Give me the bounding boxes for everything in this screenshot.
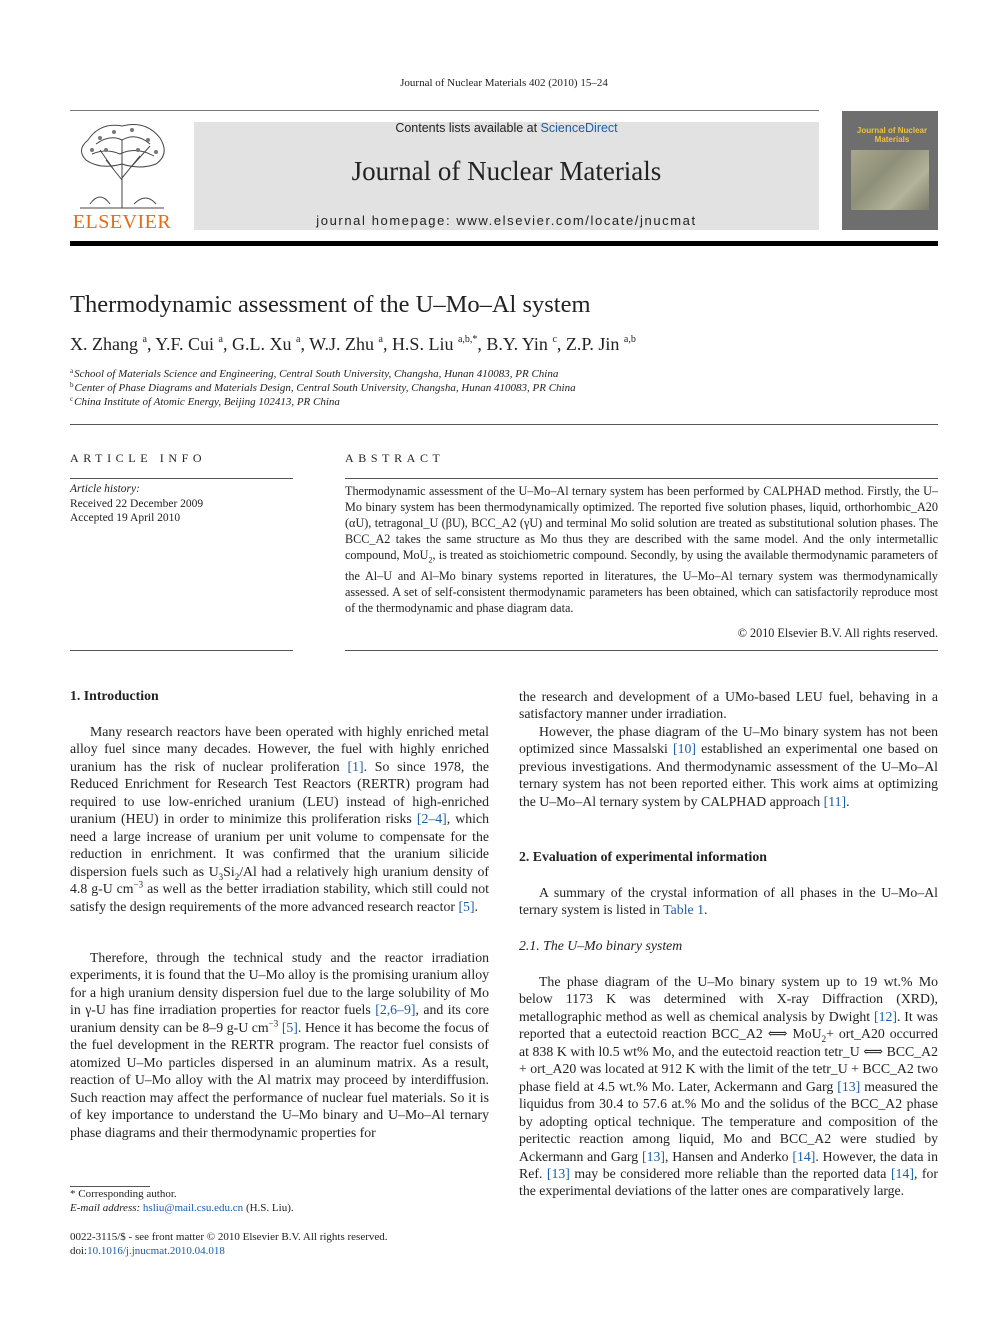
author-affiliation-mark: a,b xyxy=(623,334,636,345)
citation-link[interactable]: [1] xyxy=(347,758,364,774)
affiliation xyxy=(70,395,340,408)
doi-label: doi: xyxy=(70,1245,88,1257)
email-link[interactable]: hsliu@mail.csu.edu.cn xyxy=(142,1202,244,1214)
author-name[interactable]: Z.P. Jin xyxy=(565,334,620,354)
citation-link[interactable]: [13] xyxy=(641,1148,665,1164)
affiliation-text: China Institute of Atomic Energy, Beijing 102413, PR China xyxy=(74,396,340,408)
body-paragraph: A summary of the crystal information of all phases in the U–Mo–Al ternary system is listed in Table 1. xyxy=(519,885,938,918)
citation-link[interactable]: [10] xyxy=(672,741,696,757)
author-name[interactable]: X. Zhang xyxy=(70,334,138,354)
accepted-date: Accepted 19 April 2010 xyxy=(70,512,181,524)
email-suffix: (H.S. Liu). xyxy=(243,1202,294,1214)
citation-link[interactable]: [11] xyxy=(823,793,847,809)
article-history-label: Article history: xyxy=(70,483,140,495)
author-affiliation-mark: a xyxy=(296,334,301,345)
affiliation xyxy=(70,367,558,380)
header-divider xyxy=(70,110,819,111)
author-list: X. Zhang $^a$, Y.F. Cui $^a$, G.L. Xu $^a$, W.J. Zhu $^a$, H.S. Liu $^{a,b,*}$, B.Y. Yin $^c$, Z.P. Jin $^{a,b}$ xyxy=(70,334,636,354)
body-paragraph: The phase diagram of the U–Mo binary system up to 19 wt.% Mo below 1173 K was determined with X-ray Diffraction (XRD), metallographic method as well as chemical analysis by Dwight [12]. It was reported that a eutectoid reaction BCC_A2 ⟺ MoU$_2$+ ort_A20 occurred at 838 K with l0.5 wt% Mo, and the eutectoid reaction tetr_U ⟺ BCC_A2 + ort_A20 was located at 912 K with the limit of the tetr_U + BCC_A2 two phase field at 4.5 wt.% Mo. Later, Ackermann and Garg [13] measured the liquidus from 30.4 to 57.6 at.% Mo and the solidus of the BCC_A2 phase by adopting optical technique. The temperature and composition of the peritectic reaction among liquid, Mo and BCC_A2 were studied by Ackermann and Garg [13], Hansen and Anderko [14]. However, the data in Ref. [13] may be considered more reliable than the reported data [14], for the experimental deviations of the latter ones are comparatively large. xyxy=(519,974,939,1199)
email-label: E-mail address: xyxy=(70,1202,141,1214)
homepage-url[interactable]: www.elsevier.com/locate/jnucmat xyxy=(456,213,697,228)
journal-homepage xyxy=(194,213,819,228)
section-heading: 2. Evaluation of experimental information xyxy=(519,849,767,864)
cover-image xyxy=(851,150,929,210)
author-name[interactable]: G.L. Xu xyxy=(232,334,292,354)
author-affiliation-mark: c xyxy=(552,334,557,345)
article-title: Thermodynamic assessment of the U–Mo–Al system xyxy=(70,291,591,318)
author-name[interactable]: H.S. Liu xyxy=(391,334,454,354)
affiliation-text: Center of Phase Diagrams and Materials Design, Central South University, Changsha, Hunan 410083, PR China xyxy=(74,382,576,394)
body-paragraph: Many research reactors have been operated with highly enriched metal alloy fuel since many decades. However, the fuel with highly enriched uranium has the risk of nuclear proliferation [1]. So since 1978, the Reduced Enrichment for Research Test Reactors (RERTR) program had required to use low-enriched uranium (LEU) instead of high-enriched uranium (HEU) in order to minimize this proliferation risks [2–4], which need a large increase of uranium per unit volume to compensate for the reduction in enrichment. It was confirmed that the uranium silicide dispersion fuels such as $U_3Si_2/Al$ had a relatively high uranium density of 4.8 g-U $cm^{-3}$ as well as the better irradiation stability, which still could not satisfy the design requirements of the more advanced research reactor [5]. xyxy=(70,724,489,914)
issn-line: 0022-3115/$ - see front matter © 2010 Elsevier B.V. All rights reserved. xyxy=(70,1231,388,1243)
info-divider xyxy=(70,478,293,479)
email-note xyxy=(70,1202,294,1214)
body-paragraph: However, the phase diagram of the U–Mo binary system has not been optimized since Massalski [10] established an experimental one based on previous investigations. And thermodynamic assessment of the U–Mo–Al ternary system has not been reported either. This work aims at optimizing the U–Mo–Al ternary system by CALPHAD approach [11]. xyxy=(519,724,938,809)
cover-title: Journal of Nuclear Materials xyxy=(856,126,928,144)
affiliation-text: School of Materials Science and Engineering, Central South University, Changsha, Hunan 410083, PR China xyxy=(74,368,559,380)
contents-prefix: Contents lists available at xyxy=(395,121,541,135)
header-thick-rule xyxy=(70,241,938,246)
journal-title: Journal of Nuclear Materials xyxy=(351,156,662,186)
affiliation-mark: b xyxy=(70,381,74,389)
section-heading: 1. Introduction xyxy=(70,688,159,703)
citation-link[interactable]: [13] xyxy=(546,1165,570,1181)
abstract-divider-bottom xyxy=(345,650,938,651)
received-date: Received 22 December 2009 xyxy=(70,498,204,510)
doi-line xyxy=(70,1245,225,1257)
info-divider-bottom xyxy=(70,650,293,651)
copyright-notice: © 2010 Elsevier B.V. All rights reserved. xyxy=(737,626,938,640)
author-affiliation-mark: a,b,* xyxy=(457,334,478,345)
table-link[interactable]: Table 1 xyxy=(663,902,705,918)
homepage-prefix: journal homepage: xyxy=(316,213,457,228)
citation-link[interactable]: [2–4] xyxy=(416,811,447,827)
contents-availability xyxy=(194,121,819,135)
citation-link[interactable]: [5] xyxy=(281,1019,298,1035)
corresponding-author-note: * Corresponding author. xyxy=(70,1188,177,1200)
body-paragraph: the research and development of a UMo-based LEU fuel, behaving in a satisfactory manner under irradiation. xyxy=(519,689,938,722)
affiliation-mark: a xyxy=(70,367,74,375)
author-affiliation-mark: a xyxy=(378,334,383,345)
subsection-heading: 2.1. The U–Mo binary system xyxy=(519,938,683,953)
abstract-heading: ABSTRACT xyxy=(345,451,445,465)
footnote-divider xyxy=(70,1186,150,1187)
author-name[interactable]: B.Y. Yin xyxy=(486,334,548,354)
sciencedirect-link[interactable]: ScienceDirect xyxy=(540,121,618,135)
citation-link[interactable]: [5] xyxy=(458,898,475,914)
affiliation-divider xyxy=(70,424,938,425)
article-info-heading: ARTICLE INFO xyxy=(70,451,207,465)
citation-link[interactable]: [13] xyxy=(837,1078,861,1094)
journal-reference: Journal of Nuclear Materials 402 (2010) 15–24 xyxy=(400,77,608,89)
author-name[interactable]: Y.F. Cui xyxy=(155,334,215,354)
author-name[interactable]: W.J. Zhu xyxy=(309,334,374,354)
abstract-divider xyxy=(345,478,938,479)
abstract-body: Thermodynamic assessment of the U–Mo–Al ternary system has been performed by CALPHAD method. Firstly, the U–Mo binary system has been thermodynamically optimized. The reported five solution phases, liquid, orthorhombic_A20 (αU), tetragonal_U (βU), BCC_A2 (γU) and terminal Mo solid solution are treated as substitutional solution phases. The BCC_A2 takes the same structure as Mo thus they are described with the same model. And the only intermetallic compound, MoU$_2$, is treated as stoichiometric compound. Secondly, by using the available thermodynamic parameters of the Al–U and Al–Mo binary systems reported in literatures, the U–Mo–Al ternary system was thermodynamically assessed. A set of self-consistent thermodynamic parameters has been obtained, which can satisfactorily reproduce most of the thermodynamic and phase diagram data. xyxy=(345,484,938,616)
elsevier-wordmark: ELSEVIER xyxy=(72,211,172,233)
citation-link[interactable]: [14] xyxy=(890,1165,914,1181)
affiliation xyxy=(70,381,576,394)
citation-link[interactable]: [14] xyxy=(792,1148,816,1164)
doi-link[interactable]: 10.1016/j.jnucmat.2010.04.018 xyxy=(87,1245,225,1257)
citation-link[interactable]: [2,6–9] xyxy=(375,1002,416,1018)
body-paragraph: Therefore, through the technical study and the reactor irradiation experiments, it is found that the U–Mo alloy is the promising uranium alloy for a high uranium density dispersion fuel due to the large solubility of Mo in γ-U has fine irradiation properties for reactor fuels [2,6–9], and its core uranium density can be 8–9 g-U $cm^{-3}$ [5]. Hence it has become the focus of the fuel development in the RERTR program. The reactor fuel consists of atomized U–Mo particles dispersed in an aluminum matrix. As a result, reaction of U–Mo alloy with the Al matrix may proceed by interdiffusion. Such reaction may affect the performance of nuclear fuel materials. So it is of key importance to understand the U–Mo binary and U–Mo–Al ternary phase diagrams and their thermodynamic properties for xyxy=(70,950,489,1140)
citation-link[interactable]: [12] xyxy=(873,1008,897,1024)
author-affiliation-mark: a xyxy=(218,334,223,345)
author-affiliation-mark: a xyxy=(142,334,147,345)
affiliation-mark: c xyxy=(70,395,74,403)
